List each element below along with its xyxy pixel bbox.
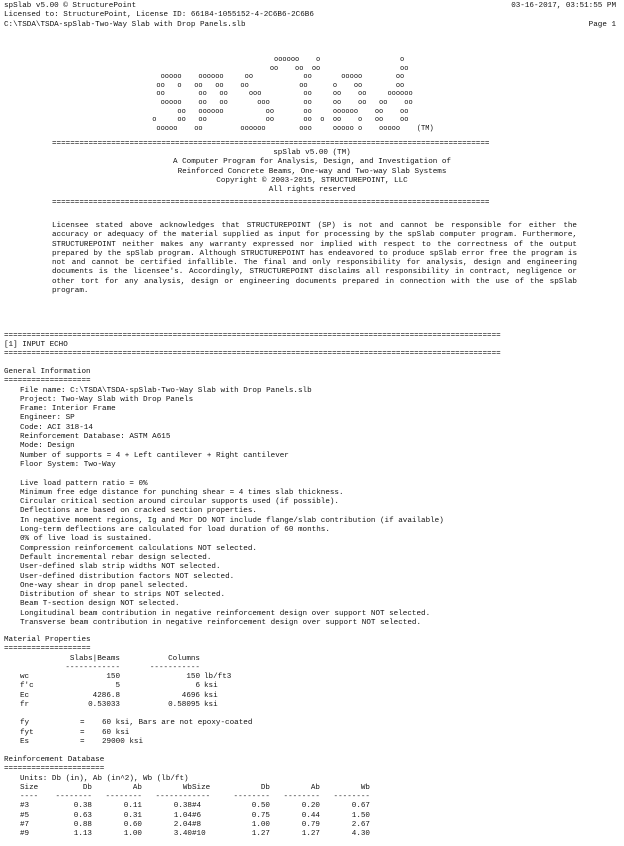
material-row: [20, 673, 231, 682]
steel-row: [20, 719, 252, 728]
rebar-cell: Size: [20, 783, 39, 792]
rebar-cell: 2.67: [351, 821, 370, 830]
general-underline: ===================: [4, 377, 91, 386]
license-info: Licensed to: StructurePoint, License ID: 66184-1055152-4-2C6B6-2C6B6: [4, 11, 314, 20]
general-info-line: Project: Two-Way Slab with Drop Panels: [20, 395, 194, 404]
section-bottom-rule: =============================================================================================================: [4, 350, 501, 358]
program-title-block: [0, 149, 624, 195]
rebar-table: [20, 784, 370, 840]
copyright: Copyright © 2003-2015, STRUCTUREPOINT, LLC: [216, 176, 408, 185]
rebar-cell: #9: [20, 830, 30, 839]
rebar-row: [20, 802, 370, 811]
steel-value: 29000 ksi: [102, 737, 144, 746]
steel-label: Es: [20, 737, 30, 746]
disclaimer-text: Licensee stated above acknowledges that STRUCTUREPOINT (SP) is not and cannot be responsible for either the accuracy or adequacy of the material supplied as input for processing by the spSlab computer program. Furthermore, STRUCTUREPOINT neither makes any warranty expressed nor implied with respect to the correctness of the output prepared by the spSlab program. Although STRUCTUREPOINT has endeavored to produce spSlab error free the program is not and cannot be certified infallible. The final and only responsibility for analysis, design and engineering documents is the licensee's. Accordingly, STRUCTUREPOINT disclaims all responsibility in contract, negligence or other tort for any analysis, design or engineering documents prepared in connection with the use of the spSlab program.: [52, 222, 577, 296]
rebar-underline: ======================: [4, 765, 105, 774]
rebar-cell: 0.79: [301, 821, 320, 830]
license-disclaimer: [52, 222, 577, 296]
material-columns: 4696: [181, 691, 200, 700]
material-underline: ===================: [4, 645, 91, 654]
rebar-cell: Wb: [360, 783, 370, 792]
rebar-cell: 0.38: [173, 802, 192, 811]
general-lines: [4, 387, 444, 471]
rebar-heading: Reinforcement Database: [4, 756, 105, 764]
material-unit: lb/ft3: [204, 673, 232, 682]
dash-columns: -----------: [149, 663, 200, 672]
rebar-cell: 0.44: [301, 811, 320, 820]
rebar-cell: #3: [20, 802, 30, 811]
rebar-row: [20, 821, 370, 830]
rebar-cell: Size: [192, 783, 211, 792]
general-info-line: Engineer: SP: [20, 414, 75, 423]
rebar-units: Units: Db (in), Ab (in^2), Wb (lb/ft): [20, 774, 189, 783]
design-option-line: User-defined slab strip widths NOT selected.: [20, 563, 221, 572]
rebar-cell: #7: [20, 821, 30, 830]
general-info-line: Number of supports = 4 + Left cantilever + Right cantilever: [20, 451, 289, 460]
general-info-line: Floor System: Two-Way: [20, 460, 116, 469]
col-header-slabs: Slabs|Beams: [69, 654, 120, 663]
page-number: Page 1: [588, 20, 616, 29]
rebar-cell: --------: [233, 793, 270, 802]
rebar-cell: 0.60: [123, 821, 142, 830]
rebar-row: [20, 812, 370, 821]
equals-sign: =: [80, 728, 85, 737]
rebar-cell: --------: [105, 793, 142, 802]
general-heading: General Information: [4, 368, 91, 376]
general-info-line: Code: ACI 318-14: [20, 423, 93, 432]
rebar-cell: Db: [82, 783, 92, 792]
design-option-line: Live load pattern ratio = 0%: [20, 479, 148, 488]
general-info-line: Mode: Design: [20, 442, 75, 451]
section-top-rule: =============================================================================================================: [4, 332, 501, 340]
material-columns: 0.58095: [168, 701, 200, 710]
steel-label: fyt: [20, 728, 34, 737]
program-description-2: Reinforced Concrete Beams, One-way and Two-way Slab Systems: [177, 167, 447, 176]
material-slabs: 4286.8: [92, 691, 120, 700]
material-row: [20, 701, 231, 710]
design-options: [4, 480, 444, 629]
rebar-cell: 0.38: [73, 802, 92, 811]
rebar-cell: 1.13: [73, 830, 92, 839]
rebar-cell: --------: [55, 793, 92, 802]
rebar-cell: 1.04: [173, 811, 192, 820]
rebar-cell: 0.88: [73, 821, 92, 830]
design-option-line: Distribution of shear to strips NOT selected.: [20, 591, 226, 600]
rebar-cell: #10: [192, 830, 206, 839]
general-information: [4, 368, 444, 628]
general-info-line: Frame: Interior Frame: [20, 405, 116, 414]
material-row: [20, 692, 231, 701]
design-option-line: 0% of live load is sustained.: [20, 535, 153, 544]
section-title: [1] INPUT ECHO: [4, 341, 68, 349]
material-columns: 150: [186, 673, 200, 682]
material-properties: [4, 636, 252, 747]
rebar-cell: 4.30: [351, 830, 370, 839]
rebar-cell: Ab: [132, 783, 142, 792]
rebar-cell: 1.27: [301, 830, 320, 839]
equals-sign: =: [80, 737, 85, 746]
rebar-cell: Wb: [182, 783, 192, 792]
rebar-cell: #5: [20, 811, 30, 820]
rights: All rights reserved: [268, 186, 356, 195]
steel-value: 60 ksi: [102, 728, 130, 737]
design-option-line: Long-term deflections are calculated for load duration of 60 months.: [20, 526, 330, 535]
rebar-cell: ----: [192, 793, 211, 802]
equals-sign: =: [80, 719, 85, 728]
material-label: Ec: [20, 691, 30, 700]
rebar-dash-row: [20, 793, 370, 802]
steel-table: [20, 719, 252, 747]
design-option-line: Longitudinal beam contribution in negative reinforcement design over support NOT selected.: [20, 609, 431, 618]
file-path: C:\TSDA\TSDA-spSlab-Two-Way Slab with Drop Panels.slb: [4, 20, 246, 29]
material-slabs: 150: [106, 673, 120, 682]
design-option-line: In negative moment regions, Ig and Mcr DO NOT include flange/slab contribution (if available): [20, 516, 444, 525]
design-option-line: Beam T-section design NOT selected.: [20, 600, 180, 609]
rebar-cell: #4: [192, 802, 202, 811]
reinforcement-database: [4, 756, 370, 840]
rebar-cell: --------: [283, 793, 320, 802]
rebar-cell: ----: [20, 793, 39, 802]
app-name: spSlab v5.00 © StructurePoint: [4, 2, 137, 10]
design-option-line: Transverse beam contribution in negative reinforcement design over support NOT selected.: [20, 619, 422, 628]
title-bottom-rule: ================================================================================================: [52, 199, 490, 207]
design-option-line: Minimum free edge distance for punching shear = 4 times slab thickness.: [20, 488, 344, 497]
rebar-cell: 1.00: [251, 821, 270, 830]
steel-label: fy: [20, 719, 30, 728]
rebar-cell: #8: [192, 821, 202, 830]
material-slabs: 5: [115, 682, 120, 691]
rebar-cell: 0.50: [251, 802, 270, 811]
ascii-logo: oooooo o o oo oo oo oo ooooo oooooo oo oo ooooo oo oo o oo oo oo oo o oo oo oo oo oo ooo oo oo oo oooooo ooooo oo oo ooo oo oo oo oo oo oo oooooo oo oo oooooo oo oo o oo oo oo oo o oo o oo oo ooooo oo oooooo ooo ooooo o ooooo (TM): [152, 56, 434, 133]
rebar-cell: 0.31: [123, 811, 142, 820]
design-option-line: Circular critical section around circular supports used (if possible).: [20, 498, 339, 507]
rebar-cell: --------: [333, 793, 370, 802]
design-option-line: Compression reinforcement calculations NOT selected.: [20, 544, 257, 553]
program-description-1: A Computer Program for Analysis, Design, and Investigation of: [173, 158, 451, 167]
rebar-cell: Db: [260, 783, 270, 792]
design-option-line: Default incremental rebar design selected.: [20, 553, 212, 562]
material-heading: Material Properties: [4, 636, 91, 644]
material-slabs: 0.53033: [88, 701, 120, 710]
report-timestamp: 03-16-2017, 03:51:55 PM: [511, 2, 616, 10]
rebar-row: [20, 830, 370, 839]
design-option-line: User-defined distribution factors NOT selected.: [20, 572, 235, 581]
rebar-cell: 0.63: [73, 811, 92, 820]
material-label: f'c: [20, 682, 34, 691]
dash-slabs: ------------: [65, 663, 120, 672]
material-unit: ksi: [204, 682, 218, 691]
program-name: spSlab v5.00 (TM): [273, 149, 351, 157]
steel-row: [20, 729, 252, 738]
material-label: fr: [20, 701, 30, 710]
col-header-columns: Columns: [168, 654, 200, 663]
title-top-rule: ================================================================================================: [52, 140, 490, 148]
rebar-cell: #6: [192, 811, 202, 820]
material-columns: 6: [195, 682, 200, 691]
rebar-cell: 1.50: [351, 811, 370, 820]
general-info-line: File name: C:\TSDA\TSDA-spSlab-Two-Way Slab with Drop Panels.slb: [20, 386, 312, 395]
rebar-cell: 0.67: [351, 802, 370, 811]
material-unit: ksi: [204, 701, 218, 710]
rebar-cell: --------: [155, 793, 192, 802]
steel-value: 60 ksi, Bars are not epoxy-coated: [102, 719, 253, 728]
material-label: wc: [20, 673, 30, 682]
general-info-line: Reinforcement Database: ASTM A615: [20, 433, 171, 442]
rebar-cell: 1.27: [251, 830, 270, 839]
material-table: [20, 655, 231, 711]
material-row: [20, 682, 231, 691]
steel-row: [20, 738, 252, 747]
rebar-cell: 2.04: [173, 821, 192, 830]
design-option-line: Deflections are based on cracked section properties.: [20, 507, 257, 516]
design-option-line: One-way shear in drop panel selected.: [20, 581, 189, 590]
rebar-header-row: [20, 784, 370, 793]
rebar-cell: 3.40: [173, 830, 192, 839]
report-header: [4, 2, 620, 30]
rebar-cell: 0.11: [123, 802, 142, 811]
rebar-cell: Ab: [310, 783, 320, 792]
rebar-cell: 0.20: [301, 802, 320, 811]
rebar-cell: 1.00: [123, 830, 142, 839]
material-unit: ksi: [204, 691, 218, 700]
rebar-cell: 0.75: [251, 811, 270, 820]
